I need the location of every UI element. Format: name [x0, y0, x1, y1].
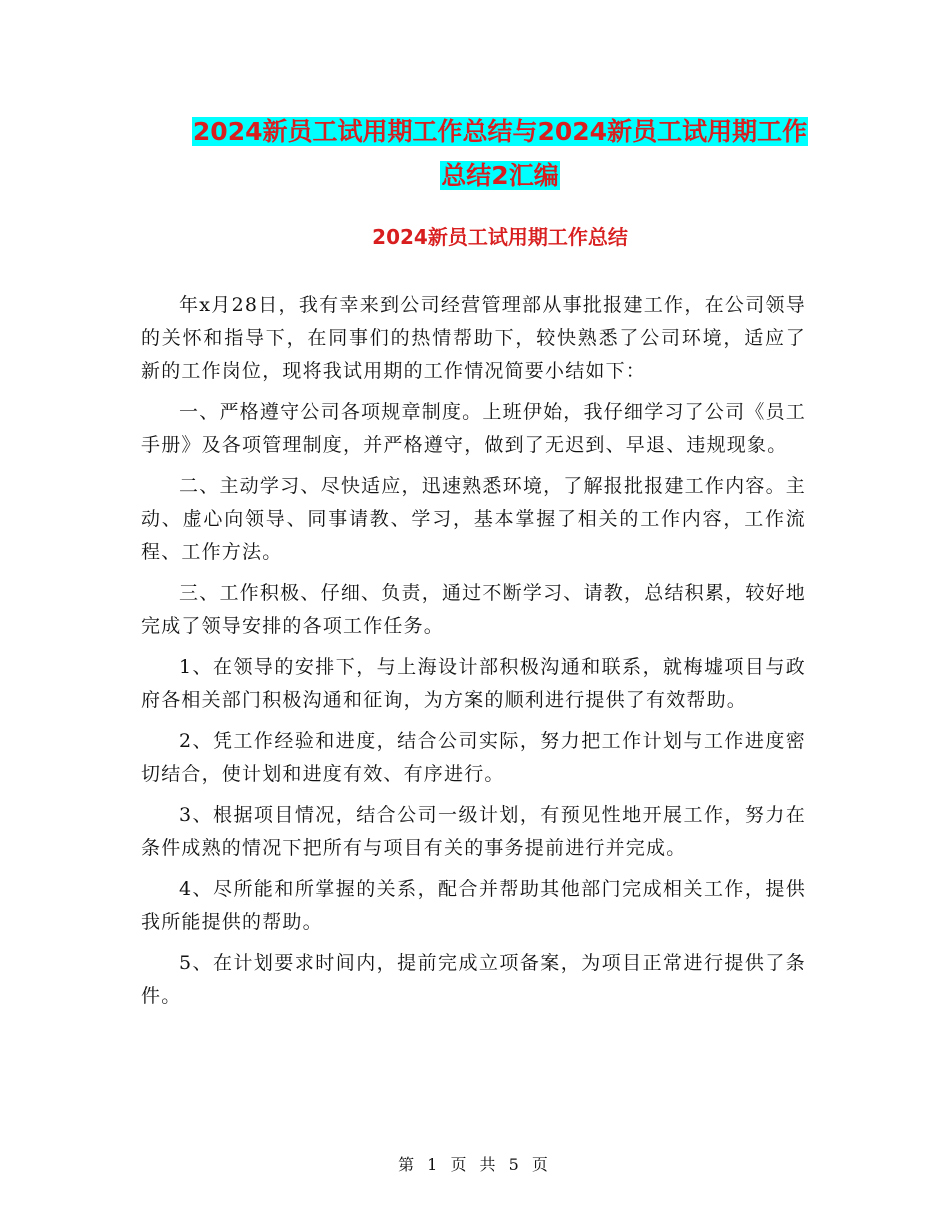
- paragraph: 4、尽所能和所掌握的关系，配合并帮助其他部门完成相关工作，提供我所能提供的帮助。: [141, 878, 806, 933]
- paragraph: 三、工作积极、仔细、负责，通过不断学习、请教，总结积累，较好地完成了领导安排的各项工作任务。: [141, 582, 806, 637]
- title-highlight-2: 总结2汇编: [441, 161, 559, 190]
- paragraph: 3、根据项目情况，结合公司一级计划，有预见性地开展工作，努力在条件成熟的情况下把所有与项目有关的事务提前进行并完成。: [141, 804, 806, 859]
- paragraph: 1、在领导的安排下，与上海设计部积极沟通和联系，就梅墟项目与政府各相关部门积极沟通和征询，为方案的顺利进行提供了有效帮助。: [141, 656, 806, 711]
- paragraph: 二、主动学习、尽快适应，迅速熟悉环境，了解报批报建工作内容。主动、虚心向领导、同事请教、学习，基本掌握了相关的工作内容，工作流程、工作方法。: [141, 475, 806, 563]
- paragraph: 年x月28日，我有幸来到公司经营管理部从事批报建工作，在公司领导的关怀和指导下，在同事们的热情帮助下，较快熟悉了公司环境，适应了新的工作岗位，现将我试用期的工作情况简要小结如下：: [141, 294, 806, 382]
- paragraph: 5、在计划要求时间内，提前完成立项备案，为项目正常进行提供了条件。: [141, 952, 806, 1007]
- document-title: [140, 110, 860, 198]
- document-body: [141, 289, 806, 1021]
- paragraph: 一、严格遵守公司各项规章制度。上班伊始，我仔细学习了公司《员工手册》及各项管理制度，并严格遵守，做到了无迟到、早退、违规现象。: [141, 401, 806, 456]
- page-footer: 第 1 页 共 5 页: [398, 1155, 552, 1174]
- title-line-1: [140, 110, 860, 154]
- section-heading: 2024新员工试用期工作总结: [372, 225, 628, 249]
- title-line-2: [140, 154, 860, 198]
- title-highlight-1: 2024新员工试用期工作总结与2024新员工试用期工作: [192, 117, 808, 146]
- paragraph: 2、凭工作经验和进度，结合公司实际，努力把工作计划与工作进度密切结合，使计划和进度有效、有序进行。: [141, 730, 806, 785]
